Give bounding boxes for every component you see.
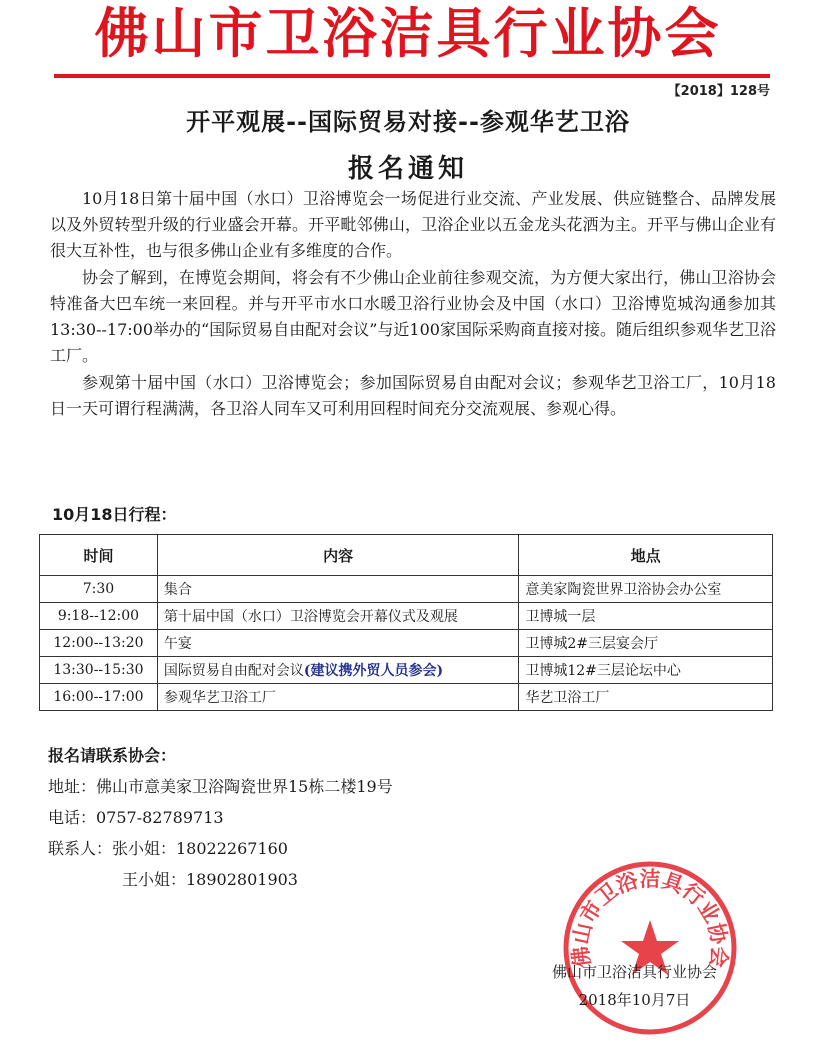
notice-subtitle: 报名通知	[347, 154, 468, 184]
contact-block	[48, 740, 393, 895]
row-content: 第十届中国（水口）卫浴博览会开幕仪式及观展	[157, 603, 518, 630]
header-red-rule	[54, 74, 770, 78]
row-location: 卫博城一层	[519, 603, 773, 630]
org-name-header: 佛山市卫浴洁具行业协会	[94, 2, 722, 65]
row-time: 7:30	[40, 576, 158, 603]
notice-body	[50, 186, 776, 423]
row-content-highlight: (建议携外贸人员参会)	[303, 663, 444, 679]
body-paragraph-2: 协会了解到，在博览会期间，将会有不少佛山企业前往参观交流，为方便大家出行，佛山卫浴协会特准备大巴车统一来回程。并与开平市水口水暖卫浴行业协会及中国（水口）卫浴博览城沟通参加其13:30--17:00举办的“国际贸易自由配对会议”与近100家国际采购商直接对接。随后组织参观华艺卫浴工厂。	[50, 268, 776, 365]
row-time: 16:00--17:00	[40, 684, 158, 711]
row-location: 卫博城2#三层宴会厅	[519, 630, 773, 657]
row-content: 参观华艺卫浴工厂	[157, 684, 518, 711]
row-content-cell	[157, 657, 518, 684]
contact-title: 报名请联系协会：	[48, 746, 177, 765]
header-location: 地点	[519, 535, 773, 576]
row-time: 12:00--13:20	[40, 630, 158, 657]
row-content: 集合	[157, 576, 518, 603]
row-content: 国际贸易自由配对会议	[163, 663, 304, 679]
contact-person-2: 王小姐：18902801903	[122, 870, 298, 889]
contact-address: 地址：佛山市意美家卫浴陶瓷世界15栋二楼19号	[48, 777, 393, 796]
table-row	[40, 576, 773, 603]
header-time: 时间	[40, 535, 158, 576]
row-location: 卫博城12#三层论坛中心	[519, 657, 773, 684]
signature-block	[552, 958, 717, 1014]
schedule-title: 10月18日行程：	[52, 505, 177, 524]
table-row	[40, 603, 773, 630]
body-paragraph-1: 10月18日第十届中国（水口）卫浴博览会一场促进行业交流、产业发展、供应链整合、品牌发展以及外贸转型升级的行业盛会开幕。开平毗邻佛山，卫浴企业以五金龙头花洒为主。开平与佛山企业有很大互补性，也与很多佛山企业有多维度的合作。	[50, 189, 776, 260]
schedule-table	[39, 534, 773, 711]
table-row	[40, 684, 773, 711]
row-time: 9:18--12:00	[40, 603, 158, 630]
contact-phone: 电话：0757-82789713	[48, 808, 224, 827]
row-content: 午宴	[157, 630, 518, 657]
table-row	[40, 630, 773, 657]
notice-title: 开平观展--国际贸易对接--参观华艺卫浴	[186, 108, 630, 136]
row-location: 华艺卫浴工厂	[519, 684, 773, 711]
schedule-header-row	[40, 535, 773, 576]
contact-person-1: 联系人：张小姐：18022267160	[48, 839, 288, 858]
header-content: 内容	[157, 535, 518, 576]
row-time: 13:30--15:30	[40, 657, 158, 684]
row-location: 意美家陶瓷世界卫浴协会办公室	[519, 576, 773, 603]
body-paragraph-3: 参观第十届中国（水口）卫浴博览会；参加国际贸易自由配对会议；参观华艺卫浴工厂，10月18日一天可谓行程满满，各卫浴人同车又可利用回程时间充分交流观展、参观心得。	[50, 373, 776, 418]
signature-date: 2018年10月7日	[578, 991, 691, 1009]
table-row	[40, 657, 773, 684]
signature-org: 佛山市卫浴洁具行业协会	[552, 963, 718, 981]
document-number: 【2018】128号	[667, 84, 770, 99]
seal-text: 佛山市卫浴洁具行业协会	[568, 867, 732, 969]
